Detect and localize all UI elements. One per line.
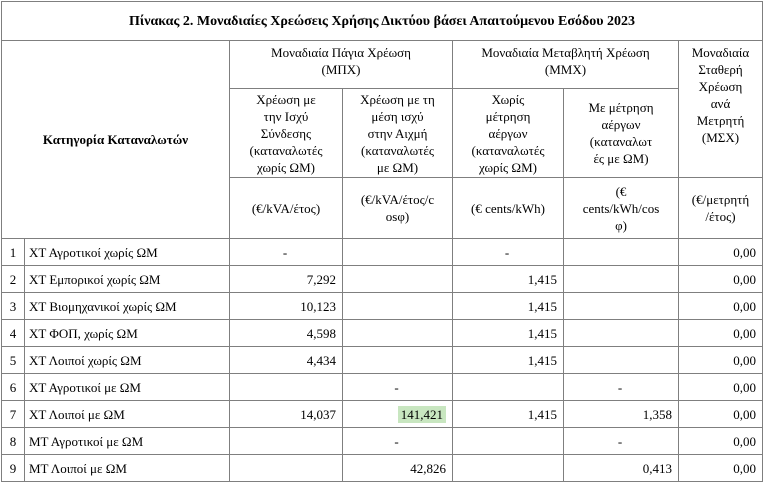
header-line: Μετρητή [696, 113, 745, 128]
row-number: 9 [2, 455, 25, 482]
table-row [2, 374, 763, 401]
header-line: μέτρηση [485, 108, 531, 124]
cell-no-reactive-charge: 1,415 [453, 347, 564, 374]
cell-meter-charge: 0,00 [679, 455, 763, 482]
header-line: μέση ισχύ [371, 108, 424, 124]
header-line: (€/μετρητή [691, 192, 750, 207]
header-line: αέργων [601, 117, 641, 132]
row-category-name: ΧΤ Βιομηχανικοί χωρίς ΩΜ [25, 293, 230, 320]
header-line: Χρέωση [698, 79, 743, 94]
highlighted-value: 141,421 [398, 406, 446, 423]
cell-meter-charge: 0,00 [679, 320, 763, 347]
table-row [2, 239, 763, 266]
row-number: 5 [2, 347, 25, 374]
cell-no-reactive-charge: - [453, 239, 564, 266]
row-number: 2 [2, 266, 25, 293]
header-line: (€/kVA/έτος) [251, 200, 321, 216]
row-category-name: ΧΤ ΦΟΠ, χωρίς ΩΜ [25, 320, 230, 347]
cell-peak-power-charge [343, 293, 453, 320]
cell-capacity-charge: - [230, 239, 343, 266]
row-category-name: ΧΤ Εμπορικοί χωρίς ΩΜ [25, 266, 230, 293]
table-row [2, 401, 763, 428]
header-line: ές με ΩΜ) [593, 151, 649, 166]
cell-with-reactive-charge [564, 347, 679, 374]
cell-meter-charge: 0,00 [679, 293, 763, 320]
header-line: (ΜΜΧ) [544, 62, 587, 77]
header-line: φ) [615, 217, 627, 233]
cell-no-reactive-charge [453, 455, 564, 482]
header-line: Με μέτρηση [588, 100, 654, 115]
cell-capacity-charge: 4,598 [230, 320, 343, 347]
row-category-name: ΜΤ Λοιποί με ΩΜ [25, 455, 230, 482]
fixed-charge-header [230, 41, 453, 89]
table-row [2, 455, 763, 482]
cell-capacity-charge: 10,123 [230, 293, 343, 320]
header-line: Χρέωση με τη [360, 91, 435, 107]
cell-capacity-charge [230, 455, 343, 482]
header-line: Χωρίς [491, 91, 525, 107]
header-line: cents/kWh/cos [582, 200, 660, 216]
cell-no-reactive-charge: 1,415 [453, 266, 564, 293]
header-line: την Ισχύ [263, 108, 309, 124]
row-category-name: ΜΤ Αγροτικοί με ΩΜ [25, 428, 230, 455]
cell-peak-power-charge: - [343, 374, 453, 401]
row-number: 3 [2, 293, 25, 320]
cell-no-reactive-charge: 1,415 [453, 293, 564, 320]
header-line: (καταναλωτ [589, 134, 653, 149]
table-row [2, 428, 763, 455]
header-line: (καταναλωτές [361, 142, 434, 158]
unit-no-reactive [453, 178, 564, 239]
category-header: Κατηγορία Καταναλωτών [2, 41, 230, 239]
table-row [2, 320, 763, 347]
header-line: Μοναδιαία [691, 45, 750, 60]
header-line: (ΜΣΧ) [701, 130, 740, 145]
unit-with-reactive [564, 178, 679, 239]
cell-peak-power-charge: 42,826 [343, 455, 453, 482]
cell-meter-charge: 0,00 [679, 428, 763, 455]
cell-no-reactive-charge: 1,415 [453, 401, 564, 428]
table-row [2, 266, 763, 293]
row-category-name: ΧΤ Αγροτικοί με ΩΜ [25, 374, 230, 401]
row-number: 8 [2, 428, 25, 455]
cell-peak-power-charge [343, 401, 453, 428]
cell-with-reactive-charge: 0,413 [564, 455, 679, 482]
subheader-with-reactive [564, 89, 679, 178]
cell-capacity-charge: 7,292 [230, 266, 343, 293]
header-line: Σταθερή [698, 62, 743, 77]
row-number: 4 [2, 320, 25, 347]
header-line: (καταναλωτές [471, 142, 545, 158]
cell-peak-power-charge [343, 320, 453, 347]
cell-with-reactive-charge [564, 320, 679, 347]
header-line: χωρίς ΩΜ) [479, 159, 537, 175]
subheader-capacity [230, 89, 343, 178]
cell-no-reactive-charge: 1,415 [453, 320, 564, 347]
row-number: 1 [2, 239, 25, 266]
cell-with-reactive-charge [564, 239, 679, 266]
row-category-name: ΧΤ Αγροτικοί χωρίς ΩΜ [25, 239, 230, 266]
table-title: Πίνακας 2. Μοναδιαίες Χρεώσεις Χρήσης Δικτύου βάσει Απαιτούμενου Εσόδου 2023 [2, 2, 763, 41]
row-number: 7 [2, 401, 25, 428]
header-line: Μοναδιαία Πάγια Χρέωση [271, 45, 411, 60]
cell-with-reactive-charge [564, 293, 679, 320]
header-line: (€ cents/kWh) [470, 200, 545, 216]
header-line: Σύνδεσης [260, 125, 312, 141]
row-number: 6 [2, 374, 25, 401]
header-line: osφ) [385, 209, 410, 224]
unit-capacity [230, 178, 343, 239]
cell-meter-charge: 0,00 [679, 347, 763, 374]
cell-meter-charge: 0,00 [679, 401, 763, 428]
table-row [2, 293, 763, 320]
header-line: (ΜΠΧ) [321, 62, 361, 77]
unit-meter [679, 178, 763, 239]
cell-with-reactive-charge: - [564, 428, 679, 455]
charges-table [1, 1, 763, 482]
header-line: (€/kVA/έτος/c [360, 192, 435, 207]
header-line: χωρίς ΩΜ) [257, 159, 315, 175]
cell-capacity-charge [230, 374, 343, 401]
cell-peak-power-charge [343, 239, 453, 266]
cell-meter-charge: 0,00 [679, 266, 763, 293]
header-line: Χρέωση με [256, 91, 316, 107]
header-line: αέργων [488, 125, 528, 141]
cell-capacity-charge: 14,037 [230, 401, 343, 428]
header-line: με ΩΜ) [376, 159, 419, 175]
meter-charge-header [679, 41, 763, 178]
unit-peak-power [343, 178, 453, 239]
subheader-no-reactive [453, 89, 564, 178]
cell-peak-power-charge [343, 266, 453, 293]
table-row [2, 347, 763, 374]
cell-with-reactive-charge [564, 266, 679, 293]
header-line: (καταναλωτές [249, 142, 323, 158]
header-line: Μοναδιαία Μεταβλητή Χρέωση [481, 45, 650, 60]
cell-with-reactive-charge: - [564, 374, 679, 401]
cell-no-reactive-charge [453, 428, 564, 455]
row-category-name: ΧΤ Λοιποί χωρίς ΩΜ [25, 347, 230, 374]
subheader-peak-power [343, 89, 453, 178]
cell-peak-power-charge [343, 347, 453, 374]
cell-capacity-charge [230, 428, 343, 455]
cell-meter-charge: 0,00 [679, 374, 763, 401]
cell-no-reactive-charge [453, 374, 564, 401]
cell-with-reactive-charge: 1,358 [564, 401, 679, 428]
header-line: /έτος) [705, 209, 736, 224]
row-category-name: ΧΤ Λοιποί με ΩΜ [25, 401, 230, 428]
header-line: (€ [615, 183, 627, 199]
cell-capacity-charge: 4,434 [230, 347, 343, 374]
cell-meter-charge: 0,00 [679, 239, 763, 266]
header-line: ανά [710, 96, 731, 111]
variable-charge-header [453, 41, 679, 89]
cell-peak-power-charge: - [343, 428, 453, 455]
header-line: στην Αιχμή [367, 125, 428, 141]
